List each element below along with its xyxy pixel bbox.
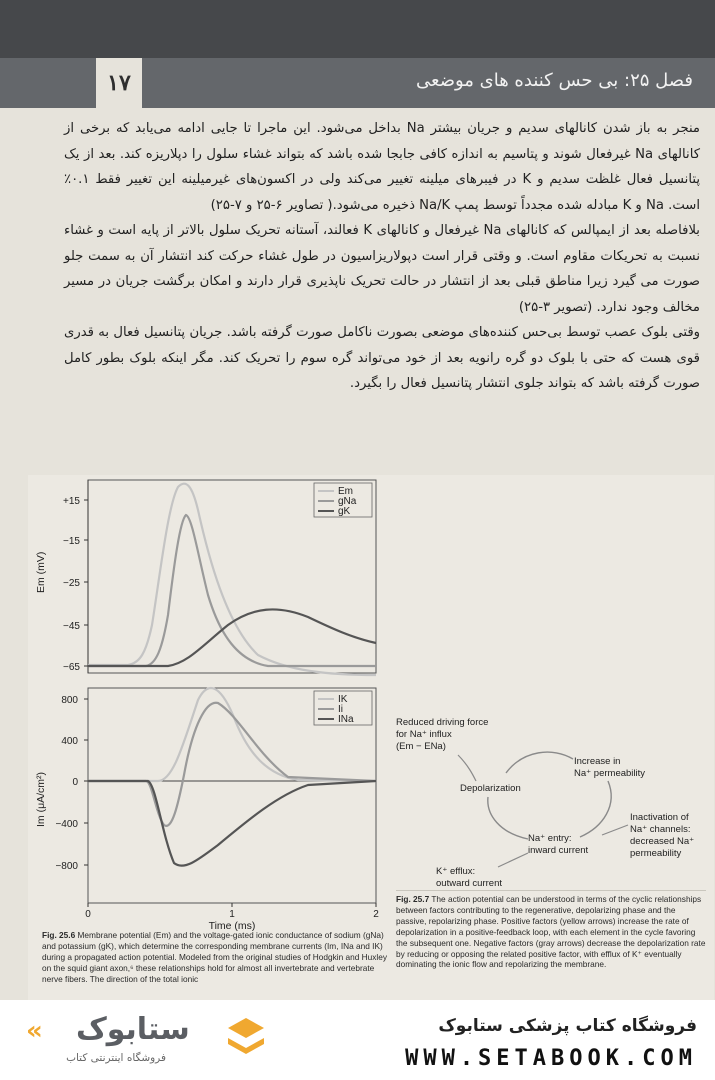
bottom-legend: [314, 691, 372, 725]
top-yticks: [63, 496, 88, 673]
figure-area: [28, 475, 714, 1000]
caption-text: The action potential can be understood in terms of the cyclic relationships between factors contributing to the regenerative, depolarizing phase and the passive, repolarizing phase. Positive factors (yellow arrows) increase the rate of depolarization in a positive-feedback loop, with each element in the cycle favoring the subsequent one. Negative factors (gray arrows) decrease the depolarization rate by reducing or opposing the related positive factor, with efflux of K⁺ eventually dominating the ionic flow and repolarizing the membrane.: [396, 894, 706, 970]
x-label: Time (ms): [208, 920, 256, 932]
store-logo[interactable]: [22, 1010, 282, 1072]
x-tick: 1: [229, 909, 235, 920]
x-tick: 2: [373, 909, 379, 920]
top-legend: [314, 483, 372, 517]
store-name: فروشگاه کتاب پزشکی ستابوک: [438, 1016, 697, 1036]
legend-gna: gNa: [338, 496, 357, 507]
page-number: ۱۷: [96, 58, 142, 108]
fig-25-6-caption: [42, 930, 388, 985]
paragraph: بلافاصله بعد از ایمپالس که کانالهای Na غیرفعال و کانالهای K فعالند، آستانه تحریک سلول بالاتر از پایه است و غشاء نسبت به تحریکات مقاوم است. و وقتی قرار است دپولاریزاسیون در طول غشاء حرکت کند انتشار آن به سمت جلو صورت می گیرد زیرا مناطق قبلی بعد از انتشار در حالت تحریک ناپذیری قرار دارند و امکان برگشت جریان در مسیر مخالف وجود ندارد. (تصویر ۳-۲۵): [64, 223, 700, 315]
logo-arrows-icon: «: [26, 1016, 43, 1046]
logo-book-icon: [222, 1014, 270, 1062]
node-depolarization: Depolarization: [460, 783, 521, 794]
node-entry: Na⁺ entry: inward current: [528, 833, 589, 856]
node-inactivation: Inactivation of Na⁺ channels: decreased Na⁺ permeability: [630, 812, 695, 859]
fig-25-7-caption: [396, 890, 706, 970]
paragraph: وقتی بلوک عصب توسط بی‌حس کننده‌های موضعی بصورت ناکامل صورت گرفته باشد. جریان پتانسیل فعال به قدری قوی هست که حتی با بلوک دو گره رانویه بعد از خود می‌تواند گره سوم را تحریک کند. مگر اینکه بلوک بطور کامل صورت گرفته باشد که بتواند جلوی انتشار پتانسیل فعال را بگیرد.: [64, 325, 700, 391]
node-permeability: Increase in Na⁺ permeability: [574, 756, 646, 779]
bottom-ytick: −400: [55, 819, 78, 830]
top-ytick: −65: [63, 662, 80, 673]
bottom-ytick: −800: [55, 861, 78, 872]
arrow-entry-to-depol: [488, 797, 528, 839]
arrow-inactivation: [602, 825, 628, 835]
curve-gna: [88, 515, 376, 666]
caption-label: Fig. 25.7: [396, 894, 430, 904]
legend-ii: Ii: [338, 704, 343, 715]
bottom-yticks: [55, 695, 88, 872]
arrow-driving: [458, 755, 476, 781]
legend-gk: gK: [338, 506, 351, 517]
arrow-depol-to-perm: [506, 752, 573, 773]
bottom-ylabel: Im (μA/cm²): [35, 771, 47, 827]
body-text: [64, 116, 700, 397]
fig-25-6-top-plot: [35, 480, 376, 675]
legend-ina: INa: [338, 714, 354, 725]
x-tick: 0: [85, 909, 91, 920]
arrow-perm-to-entry: [580, 781, 611, 837]
x-ticks: [85, 903, 379, 920]
legend-em: Em: [338, 486, 353, 497]
paragraph: منجر به باز شدن کانالهای سدیم و جریان بیشتر Na بداخل می‌شود. این ماجرا تا جایی ادامه می‌یابد که برخی از کانالهای Na غیرفعال شوند و پتاسیم به اندازه کافی جابجا شده باشد که بتواند غشاء سلول را دپلاریزه کند. بعد از یک پتانسیل فعال غلظت سدیم و K در فیبرهای میلینه تغییر می‌کند ولی در اکسون‌های غیرمیلینه این تغییر فقط ۰.۱٪ است. Na و K مبادله شده مجدداً توسط پمپ Na/K ذخیره می‌شود.( تصاویر ۶-۲۵ و ۷-۲۵): [64, 121, 701, 213]
logo-subtitle: فروشگاه اینترنتی کتاب: [66, 1052, 166, 1064]
fig-25-6-bottom-plot: [35, 688, 379, 932]
page-top-shadow: [0, 0, 715, 58]
legend-ik: IK: [338, 694, 348, 705]
caption-label: Fig. 25.6: [42, 930, 76, 940]
top-ylabel: Em (mV): [35, 551, 47, 593]
fig-25-7-diagram: [396, 717, 697, 889]
bottom-ytick: 0: [72, 777, 78, 788]
top-ytick: −25: [63, 578, 80, 589]
chapter-title: فصل ۲۵: بی حس کننده های موضعی: [416, 70, 693, 91]
logo-text: ستابوک: [76, 1012, 190, 1047]
top-ytick: −45: [63, 621, 80, 632]
node-efflux: K⁺ efflux: outward current: [436, 866, 503, 889]
caption-text: Membrane potential (Em) and the voltage-gated ionic conductance of sodium (gNa) and potassium (gK), which determine the corresponding membrane currents (Im, INa and IK) during a propagated action potential. Modeled from the original studies of Hodgkin and Huxley on the squid giant axon,⁶ these relationships hold for almost all invertebrate and vertebrate nerve fibers. The direction of the total ionic: [42, 930, 387, 984]
top-ytick: +15: [63, 496, 80, 507]
bottom-ytick: 400: [61, 736, 78, 747]
curve-ina: [88, 781, 376, 866]
bottom-ytick: 800: [61, 695, 78, 706]
store-url-link[interactable]: WWW.SETABOOK.COM: [405, 1046, 697, 1071]
arrow-efflux: [498, 853, 528, 867]
top-ytick: −15: [63, 536, 80, 547]
node-driving-force: Reduced driving force for Na⁺ influx (Em − ENa): [396, 717, 489, 752]
